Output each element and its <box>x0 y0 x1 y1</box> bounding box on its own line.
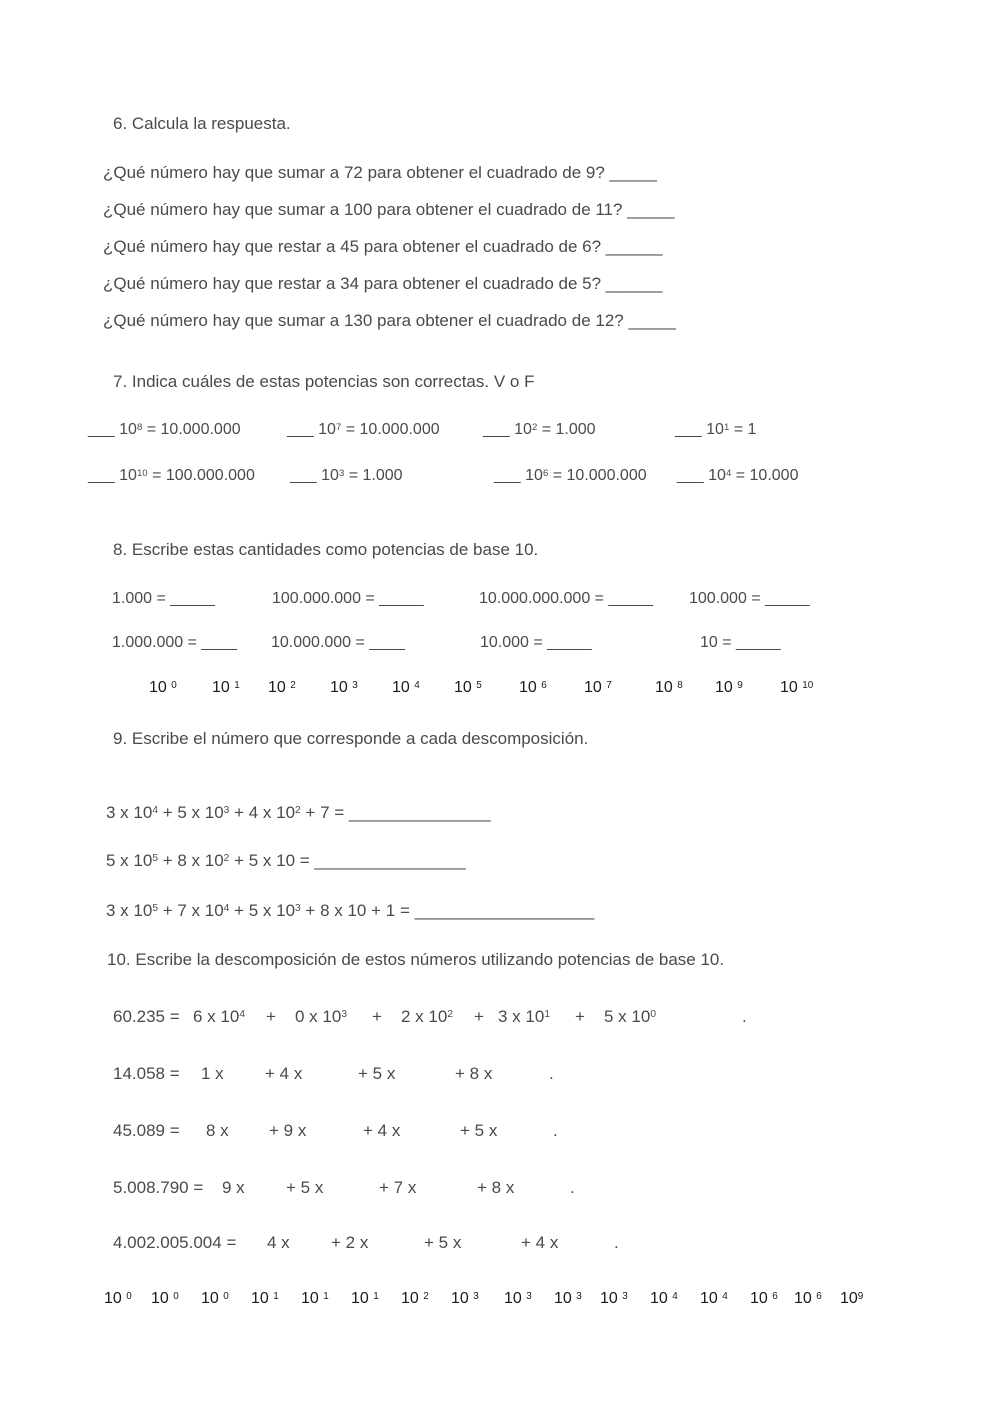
s10-power-tile[interactable]: 10 $^1$ <box>301 1290 329 1307</box>
s10-power-tile[interactable]: 10 $^3$ <box>600 1290 628 1307</box>
section-9-heading: 9. Escribe el número que corresponde a cada descomposición. <box>113 729 589 748</box>
s8-power-tile[interactable]: 10 $^8$ <box>655 679 683 696</box>
s7-item: ___ $10^1 = 1$ <box>675 421 757 438</box>
s10-example-term: 3 x $10^1$ <box>498 1007 550 1026</box>
section-10-heading: 10. Escribe la descomposición de estos números utilizando potencias de base 10. <box>107 950 725 969</box>
s10-power-tile[interactable]: 10 $^0$ <box>104 1290 132 1307</box>
s8-item: 10.000.000.000 = _____ <box>479 590 653 607</box>
s7-item: ___ $10^3 = 1.000$ <box>290 467 403 484</box>
s10-row-part: + 8 x <box>477 1178 515 1197</box>
s6-question-5: ¿Qué número hay que sumar a 130 para obtener el cuadrado de 12? _____ <box>103 311 676 330</box>
s10-example-plus: + <box>474 1007 484 1026</box>
s10-power-tile[interactable]: 10 $^1$ <box>251 1290 279 1307</box>
s10-example-period: . <box>742 1007 747 1026</box>
s6-question-1: ¿Qué número hay que sumar a 72 para obtener el cuadrado de 9? _____ <box>103 163 657 182</box>
s10-row-part: + 5 x <box>460 1121 498 1140</box>
s8-item: 100.000 = _____ <box>689 590 810 607</box>
s7-item: ___ $10^6 = 10.000.000$ <box>494 467 647 484</box>
s10-row-part: 4 x <box>267 1233 290 1252</box>
section-6-heading: 6. Calcula la respuesta. <box>113 114 291 133</box>
s10-row-part: . <box>614 1233 619 1252</box>
s10-example-plus: + <box>266 1007 276 1026</box>
s7-item: ___ $10^7 = 10.000.000$ <box>287 421 440 438</box>
s6-question-4: ¿Qué número hay que restar a 34 para obtener el cuadrado de 5? ______ <box>103 274 663 293</box>
s10-row-part: + 5 x <box>358 1064 396 1083</box>
s8-power-tile[interactable]: 10 $^3$ <box>330 679 358 696</box>
s10-example-term: 2 x $10^2$ <box>401 1007 453 1026</box>
s7-item: ___ $10^8 = 10.000.000$ <box>88 421 241 438</box>
s10-power-tile[interactable]: 10 $^2$ <box>401 1290 429 1307</box>
s10-row-part: 1 x <box>201 1064 224 1083</box>
s10-row-part: . <box>570 1178 575 1197</box>
s10-row-part: + 4 x <box>265 1064 303 1083</box>
s10-power-tile[interactable]: 10 $^3$ <box>554 1290 582 1307</box>
s10-power-tile[interactable]: 10 $^6$ <box>750 1290 778 1307</box>
s8-item: 10.000 = _____ <box>480 634 592 651</box>
s10-row-number: 14.058 = <box>113 1064 180 1083</box>
s6-question-3: ¿Qué número hay que restar a 45 para obtener el cuadrado de 6? ______ <box>103 237 663 256</box>
s7-item: ___ $10^2 = 1.000$ <box>483 421 596 438</box>
s10-row-part: 8 x <box>206 1121 229 1140</box>
s8-power-tile[interactable]: 10 $^4$ <box>392 679 420 696</box>
s8-power-tile[interactable]: 10 $^0$ <box>149 679 177 696</box>
s10-row-number: 5.008.790 = <box>113 1178 204 1197</box>
s10-row-part: + 5 x <box>286 1178 324 1197</box>
s10-power-tile[interactable]: 10 $^0$ <box>151 1290 179 1307</box>
s10-power-tile[interactable]: 10 $^3$ <box>451 1290 479 1307</box>
s8-item: 1.000.000 = ____ <box>112 634 238 651</box>
s10-power-tile[interactable]: 10 $^4$ <box>700 1290 728 1307</box>
s10-example-term: 6 x $10^4$ <box>193 1007 245 1026</box>
s9-line-1: 3 x $10^4 + 5$ x $10^3 + 4$ x $10^2 + 7$ = _______________ <box>106 803 491 822</box>
s10-row-part: + 8 x <box>455 1064 493 1083</box>
s10-row-part: + 5 x <box>424 1233 462 1252</box>
s7-item: ___ $10^{10} = 100.000.000$ <box>88 467 255 484</box>
s10-row-part: . <box>553 1121 558 1140</box>
s10-row-part: + 9 x <box>269 1121 307 1140</box>
s10-row-part: + 2 x <box>331 1233 369 1252</box>
s10-power-tile[interactable]: $10^9$ <box>840 1290 864 1307</box>
s7-item: ___ $10^4 = 10.000$ <box>677 467 799 484</box>
s10-example-term: 0 x $10^3$ <box>295 1007 347 1026</box>
s10-power-tile[interactable]: 10 $^6$ <box>794 1290 822 1307</box>
s8-item: 10.000.000 = ____ <box>271 634 405 651</box>
s10-row-part: . <box>549 1064 554 1083</box>
s10-power-tile[interactable]: 10 $^4$ <box>650 1290 678 1307</box>
s10-row-part: + 7 x <box>379 1178 417 1197</box>
s10-row-part: + 4 x <box>521 1233 559 1252</box>
s9-line-2: 5 x $10^5 + 8$ x $10^2 + 5$ x 10 = ________________ <box>106 851 466 870</box>
s10-power-tile[interactable]: 10 $^1$ <box>351 1290 379 1307</box>
s8-power-tile[interactable]: 10 $^{10}$ <box>780 679 814 696</box>
s8-power-tile[interactable]: 10 $^7$ <box>584 679 612 696</box>
s8-power-tile[interactable]: 10 $^1$ <box>212 679 240 696</box>
s10-row-number: 4.002.005.004 = <box>113 1233 237 1252</box>
s6-question-2: ¿Qué número hay que sumar a 100 para obtener el cuadrado de 11? _____ <box>103 200 675 219</box>
s8-power-tile[interactable]: 10 $^2$ <box>268 679 296 696</box>
s8-item: 100.000.000 = _____ <box>272 590 424 607</box>
section-7-heading: 7. Indica cuáles de estas potencias son correctas. V o F <box>113 372 535 391</box>
s10-row-part: + 4 x <box>363 1121 401 1140</box>
s9-line-3: 3 x $10^5 + 7$ x $10^4 + 5$ x $10^3 + 8$ x 10 + 1 = ___________________ <box>106 901 595 920</box>
s10-power-tile[interactable]: 10 $^0$ <box>201 1290 229 1307</box>
s10-row-number: 45.089 = <box>113 1121 180 1140</box>
s8-power-tile[interactable]: 10 $^5$ <box>454 679 482 696</box>
s10-example-number: 60.235 = <box>113 1007 180 1026</box>
s8-power-tile[interactable]: 10 $^9$ <box>715 679 743 696</box>
s10-example-plus: + <box>575 1007 585 1026</box>
s10-example-term: 5 x $10^0$ <box>604 1007 656 1026</box>
s8-power-tile[interactable]: 10 $^6$ <box>519 679 547 696</box>
s10-example-plus: + <box>372 1007 382 1026</box>
s10-row-part: 9 x <box>222 1178 245 1197</box>
s10-power-tile[interactable]: 10 $^3$ <box>504 1290 532 1307</box>
section-8-heading: 8. Escribe estas cantidades como potencias de base 10. <box>113 540 539 559</box>
s8-item: 1.000 = _____ <box>112 590 215 607</box>
s8-item: 10 = _____ <box>700 634 781 651</box>
